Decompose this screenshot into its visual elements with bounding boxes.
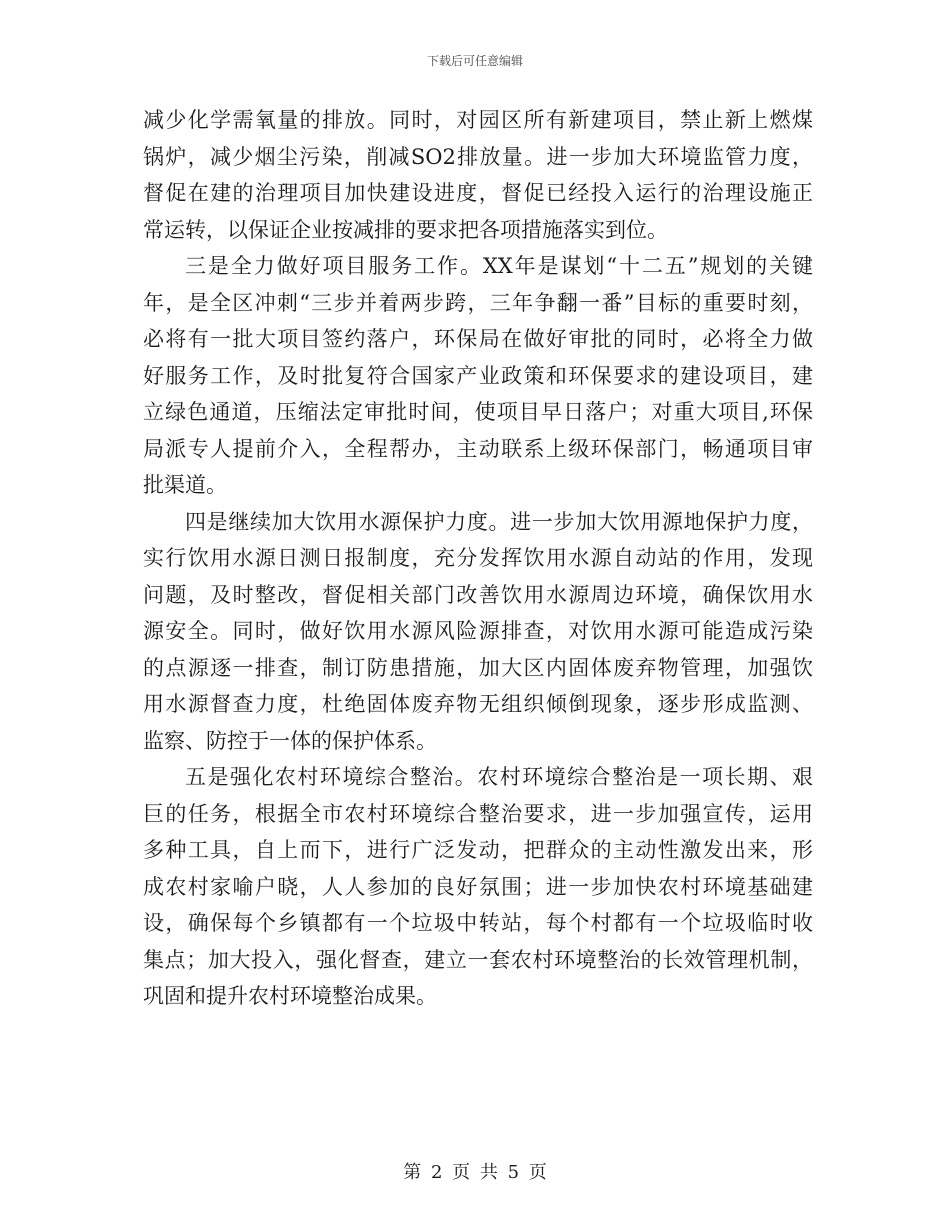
text-line: 四是继续加大饮用水源保护力度。进一步加大饮用源地保护力度， (185, 509, 813, 534)
text-line: 年，是全区冲刺“三步并着两步跨，三年争翻一番”目标的重要时刻， (143, 290, 813, 315)
text-line: 设，确保每个乡镇都有一个垃圾中转站，每个村都有一个垃圾临时收 (143, 911, 813, 935)
text-line: 立绿色通道，压缩法定审批时间，使项目早日落户；对重大项目,环保 (143, 400, 813, 424)
text-line: 好服务工作，及时批复符合国家产业政策和环保要求的建设项目，建 (143, 363, 813, 388)
text-line: 的点源逐一排查，制订防患措施，加大区内固体废弃物管理，加强饮 (143, 655, 813, 680)
text-line: 监察、防控于一体的保护体系。 (143, 728, 437, 753)
text-line: 常运转，以保证企业按减排的要求把各项措施落实到位。 (143, 217, 668, 242)
text-line: 五是强化农村环境综合整治。农村环境综合整治是一项长期、艰 (185, 765, 813, 789)
text-line: 源安全。同时，做好饮用水源风险源排查，对饮用水源可能造成污染 (143, 619, 813, 643)
text-line: 多种工具，自上而下，进行广泛发动，把群众的主动性激发出来，形 (143, 838, 813, 862)
text-line: 用水源督查力度，杜绝固体废弃物无组织倾倒现象，逐步形成监测、 (143, 692, 813, 716)
text-line: 问题，及时整改，督促相关部门改善饮用水源周边环境，确保饮用水 (143, 582, 813, 607)
text-line: 巩固和提升农村环境整治成果。 (143, 984, 437, 1008)
text-line: 集点；加大投入，强化督查，建立一套农村环境整治的长效管理机制， (143, 947, 813, 972)
text-line: 锅炉，减少烟尘污染，削减SO2排放量。进一步加大环境监管力度， (143, 144, 813, 169)
text-line: 三是全力做好项目服务工作。XX年是谋划“十二五”规划的关键 (185, 254, 813, 278)
text-line: 局派专人提前介入，全程帮办，主动联系上级环保部门，畅通项目审 (143, 436, 813, 461)
text-line: 批渠道。 (143, 473, 227, 497)
text-line: 督促在建的治理项目加快建设进度，督促已经投入运行的治理设施正 (143, 181, 813, 205)
text-line: 减少化学需氧量的排放。同时，对园区所有新建项目，禁止新上燃煤 (143, 108, 813, 132)
document-body (143, 102, 813, 1015)
text-line: 实行饮用水源日测日报制度，充分发挥饮用水源自动站的作用，发现 (143, 546, 813, 570)
text-line: 必将有一批大项目签约落户，环保局在做好审批的同时，必将全力做 (143, 327, 813, 351)
page-number: 第 2 页 共 5 页 (403, 1162, 547, 1183)
page-header-note: 下载后可任意编辑 (426, 54, 523, 68)
text-line: 巨的任务，根据全市农村环境综合整治要求，进一步加强宣传，运用 (143, 801, 813, 826)
text-line: 成农村家喻户晓，人人参加的良好氛围；进一步加快农村环境基础建 (143, 874, 813, 899)
